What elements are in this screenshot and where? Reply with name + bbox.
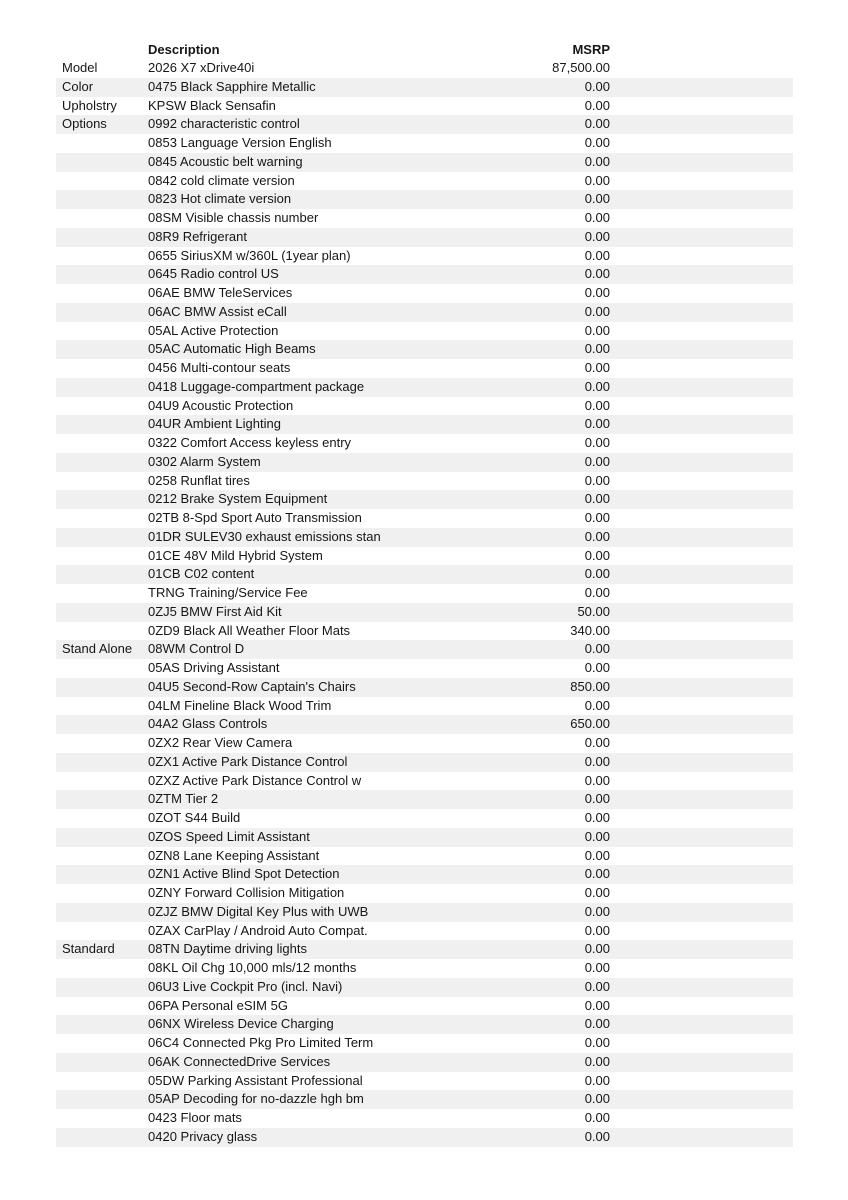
row-category-label (56, 190, 148, 209)
table-row (56, 1053, 793, 1072)
row-description: TRNG Training/Service Fee (148, 585, 308, 600)
row-description: 0ZTM Tier 2 (148, 791, 219, 807)
row-category-label (56, 978, 148, 997)
row-category-label (56, 922, 148, 941)
row-description: 0212 Brake System Equipment (148, 491, 328, 507)
row-description: 0302 Alarm System (148, 453, 261, 469)
row-description: 05AL Active Protection (148, 322, 279, 338)
row-msrp-value: 0.00 (584, 510, 610, 525)
row-trailing-space (610, 603, 793, 622)
row-description: 0842 cold climate version (148, 172, 295, 188)
row-msrp-value: 0.00 (584, 116, 610, 132)
row-description: 0322 Comfort Access keyless entry (148, 435, 352, 450)
table-row (56, 528, 793, 547)
row-category-label: Stand Alone (62, 641, 133, 657)
row-msrp-value: 0.00 (584, 135, 610, 150)
row-category-label (56, 903, 148, 922)
row-msrp-value: 0.00 (584, 191, 610, 207)
row-trailing-space (610, 153, 793, 172)
row-msrp-value: 0.00 (584, 247, 610, 263)
table-row (56, 359, 793, 378)
table-row (56, 678, 793, 697)
row-trailing-space (610, 584, 793, 603)
table-row (56, 884, 793, 903)
row-category-label (56, 697, 148, 716)
table-row (56, 1128, 793, 1147)
table-row (56, 847, 793, 866)
row-msrp-value: 0.00 (584, 960, 610, 975)
row-description: 0258 Runflat tires (148, 472, 250, 488)
row-category-label (56, 415, 148, 434)
row-msrp-value: 0.00 (584, 453, 610, 469)
row-msrp-value: 0.00 (584, 997, 610, 1013)
row-description: 0423 Floor mats (148, 1110, 242, 1125)
vehicle-options-table (56, 40, 793, 1147)
row-trailing-space (610, 753, 793, 772)
row-description: 0418 Luggage-compartment package (148, 378, 365, 394)
row-description: 0ZD9 Black All Weather Floor Mats (148, 622, 351, 638)
row-description: 06PA Personal eSIM 5G (148, 997, 288, 1013)
row-category-label (56, 134, 148, 153)
row-msrp-value: 850.00 (570, 678, 610, 694)
table-row (56, 978, 793, 997)
row-category-label (56, 753, 148, 772)
row-msrp-value: 0.00 (584, 210, 610, 225)
row-description: 0853 Language Version English (148, 135, 332, 150)
row-msrp-value: 0.00 (584, 97, 610, 113)
row-msrp-value: 0.00 (584, 341, 610, 357)
row-trailing-space (610, 322, 793, 341)
row-trailing-space (610, 1015, 793, 1034)
row-trailing-space (610, 509, 793, 528)
row-category-label (56, 490, 148, 509)
row-msrp-value: 0.00 (584, 303, 610, 319)
row-category-label (56, 1053, 148, 1072)
row-category-label (56, 1128, 148, 1147)
row-description: 08SM Visible chassis number (148, 210, 319, 225)
row-category-label (56, 678, 148, 697)
row-trailing-space (610, 959, 793, 978)
row-category-label: Upholstry (62, 97, 117, 113)
row-trailing-space (610, 903, 793, 922)
row-trailing-space (610, 59, 793, 78)
table-row (56, 659, 793, 678)
row-trailing-space (610, 565, 793, 584)
row-trailing-space (610, 528, 793, 547)
row-trailing-space (610, 172, 793, 191)
row-category-label (56, 378, 148, 397)
table-row (56, 303, 793, 322)
row-description: 05AS Driving Assistant (148, 660, 280, 675)
row-trailing-space (610, 1034, 793, 1053)
row-category-label (56, 528, 148, 547)
row-trailing-space (610, 640, 793, 659)
table-row (56, 603, 793, 622)
row-msrp-value: 0.00 (584, 266, 610, 282)
row-msrp-value: 0.00 (584, 547, 610, 563)
header-trailing-space (610, 40, 793, 59)
table-row (56, 59, 793, 78)
row-msrp-value: 0.00 (584, 397, 610, 413)
row-description: KPSW Black Sensafin (148, 97, 276, 113)
row-trailing-space (610, 922, 793, 941)
row-description: 0ZOS Speed Limit Assistant (148, 828, 310, 844)
table-row (56, 172, 793, 191)
row-msrp-value: 0.00 (584, 228, 610, 244)
row-msrp-value: 0.00 (584, 791, 610, 807)
row-category-label (56, 322, 148, 341)
row-trailing-space (610, 790, 793, 809)
row-trailing-space (610, 884, 793, 903)
row-category-label (56, 622, 148, 641)
table-row (56, 865, 793, 884)
row-trailing-space (610, 715, 793, 734)
row-trailing-space (610, 997, 793, 1016)
row-description: 08R9 Refrigerant (148, 228, 247, 244)
table-row (56, 753, 793, 772)
row-trailing-space (610, 397, 793, 416)
row-description: 05DW Parking Assistant Professional (148, 1072, 363, 1088)
row-description: 06AK ConnectedDrive Services (148, 1053, 331, 1069)
row-category-label (56, 265, 148, 284)
table-row (56, 903, 793, 922)
row-trailing-space (610, 434, 793, 453)
row-trailing-space (610, 547, 793, 566)
table-row (56, 265, 793, 284)
row-trailing-space (610, 659, 793, 678)
row-trailing-space (610, 134, 793, 153)
row-category-label (56, 847, 148, 866)
row-msrp-value: 0.00 (584, 566, 610, 582)
row-category-label: Color (62, 78, 94, 94)
row-msrp-value: 0.00 (584, 360, 610, 375)
row-category-label (56, 1109, 148, 1128)
row-msrp-value: 0.00 (584, 828, 610, 844)
row-description: 0823 Hot climate version (148, 191, 292, 207)
row-description: 0992 characteristic control (148, 116, 300, 132)
row-msrp-value: 0.00 (584, 153, 610, 169)
row-trailing-space (610, 453, 793, 472)
row-trailing-space (610, 97, 793, 116)
row-msrp-value: 0.00 (584, 660, 610, 675)
row-description: 0845 Acoustic belt warning (148, 153, 303, 169)
row-description: 04U5 Second-Row Captain's Chairs (148, 678, 356, 694)
table-row (56, 509, 793, 528)
row-msrp-value: 0.00 (584, 903, 610, 919)
row-description: 06U3 Live Cockpit Pro (incl. Navi) (148, 978, 343, 994)
row-description: 08TN Daytime driving lights (148, 941, 307, 957)
row-trailing-space (610, 415, 793, 434)
row-category-label (56, 1090, 148, 1109)
table-row (56, 284, 793, 303)
table-row (56, 715, 793, 734)
row-category-label (56, 884, 148, 903)
table-row (56, 340, 793, 359)
row-description: 0ZJ5 BMW First Aid Kit (148, 603, 282, 619)
row-msrp-value: 0.00 (584, 416, 610, 432)
row-msrp-value: 340.00 (570, 622, 610, 638)
row-trailing-space (610, 247, 793, 266)
row-trailing-space (610, 1109, 793, 1128)
table-row (56, 434, 793, 453)
row-description: 0ZN8 Lane Keeping Assistant (148, 847, 320, 863)
row-description: 08WM Control D (148, 641, 245, 657)
row-description: 0ZAX CarPlay / Android Auto Compat. (148, 922, 368, 938)
row-category-label (56, 340, 148, 359)
row-category-label (56, 228, 148, 247)
row-description: 0ZN1 Active Blind Spot Detection (148, 866, 340, 882)
row-category-label (56, 790, 148, 809)
row-category-label (56, 303, 148, 322)
table-row (56, 247, 793, 266)
row-description: 01DR SULEV30 exhaust emissions stan (148, 528, 381, 544)
row-description: 0ZXZ Active Park Distance Control w (148, 772, 362, 788)
row-description: 04U9 Acoustic Protection (148, 397, 294, 413)
description-column-header: Description (148, 42, 220, 57)
row-category-label (56, 659, 148, 678)
row-msrp-value: 0.00 (584, 735, 610, 750)
row-msrp-value: 0.00 (584, 641, 610, 657)
row-msrp-value: 0.00 (584, 697, 610, 713)
row-category-label (56, 865, 148, 884)
row-msrp-value: 0.00 (584, 941, 610, 957)
row-description: 04LM Fineline Black Wood Trim (148, 697, 332, 713)
row-category-label (56, 284, 148, 303)
row-msrp-value: 0.00 (584, 1128, 610, 1144)
table-row (56, 397, 793, 416)
row-description: 0655 SiriusXM w/360L (1year plan) (148, 247, 351, 263)
row-description: 05AC Automatic High Beams (148, 341, 316, 357)
row-trailing-space (610, 1128, 793, 1147)
row-trailing-space (610, 865, 793, 884)
table-body (56, 59, 793, 1147)
row-msrp-value: 0.00 (584, 885, 610, 900)
row-description: 0420 Privacy glass (148, 1128, 258, 1144)
row-trailing-space (610, 622, 793, 641)
row-category-label (56, 809, 148, 828)
row-description: 0ZX1 Active Park Distance Control (148, 753, 348, 769)
row-trailing-space (610, 303, 793, 322)
row-msrp-value: 0.00 (584, 472, 610, 488)
row-msrp-value: 0.00 (584, 922, 610, 938)
row-description: 06AC BMW Assist eCall (148, 303, 287, 319)
row-category-label (56, 172, 148, 191)
row-category-label: Standard (62, 941, 115, 957)
table-row (56, 997, 793, 1016)
row-msrp-value: 0.00 (584, 435, 610, 450)
row-description: 04UR Ambient Lighting (148, 416, 281, 432)
row-trailing-space (610, 1090, 793, 1109)
table-row (56, 922, 793, 941)
row-msrp-value: 0.00 (584, 810, 610, 825)
row-category-label (56, 959, 148, 978)
table-row (56, 1072, 793, 1091)
row-msrp-value: 87,500.00 (552, 60, 610, 75)
row-msrp-value: 0.00 (584, 528, 610, 544)
row-msrp-value: 0.00 (584, 378, 610, 394)
row-msrp-value: 0.00 (584, 1091, 610, 1107)
row-description: 2026 X7 xDrive40i (148, 60, 255, 75)
row-category-label (56, 1034, 148, 1053)
table-row (56, 378, 793, 397)
row-msrp-value: 0.00 (584, 285, 610, 300)
table-row (56, 1034, 793, 1053)
row-category-label: Model (62, 60, 98, 75)
table-row (56, 697, 793, 716)
row-msrp-value: 0.00 (584, 753, 610, 769)
row-trailing-space (610, 697, 793, 716)
row-msrp-value: 0.00 (584, 1110, 610, 1125)
row-category-label (56, 359, 148, 378)
row-category-label (56, 209, 148, 228)
row-description: 06C4 Connected Pkg Pro Limited Term (148, 1035, 374, 1050)
table-row (56, 134, 793, 153)
table-row (56, 809, 793, 828)
table-row (56, 228, 793, 247)
table-row (56, 734, 793, 753)
row-description: 02TB 8-Spd Sport Auto Transmission (148, 510, 362, 525)
row-category-label (56, 584, 148, 603)
table-row (56, 322, 793, 341)
row-msrp-value: 0.00 (584, 847, 610, 863)
table-row (56, 828, 793, 847)
row-category-label (56, 453, 148, 472)
row-category-label (56, 153, 148, 172)
row-trailing-space (610, 678, 793, 697)
table-row (56, 97, 793, 116)
row-category-label (56, 734, 148, 753)
table-row (56, 790, 793, 809)
row-msrp-value: 650.00 (570, 716, 610, 732)
row-trailing-space (610, 115, 793, 134)
table-row (56, 940, 793, 959)
row-description: 08KL Oil Chg 10,000 mls/12 months (148, 960, 357, 975)
row-description: 0ZJZ BMW Digital Key Plus with UWB (148, 903, 369, 919)
table-row (56, 1015, 793, 1034)
row-trailing-space (610, 828, 793, 847)
row-category-label (56, 715, 148, 734)
row-trailing-space (610, 772, 793, 791)
row-trailing-space (610, 472, 793, 491)
row-msrp-value: 0.00 (584, 1035, 610, 1050)
row-category-label (56, 603, 148, 622)
table-row (56, 565, 793, 584)
table-row (56, 209, 793, 228)
row-description: 06AE BMW TeleServices (148, 285, 293, 300)
table-row (56, 772, 793, 791)
table-header-row (56, 40, 793, 59)
row-msrp-value: 0.00 (584, 1016, 610, 1032)
row-trailing-space (610, 847, 793, 866)
row-msrp-value: 0.00 (584, 866, 610, 882)
row-msrp-value: 0.00 (584, 772, 610, 788)
row-description: 06NX Wireless Device Charging (148, 1016, 334, 1032)
row-trailing-space (610, 490, 793, 509)
row-trailing-space (610, 1072, 793, 1091)
table-row (56, 472, 793, 491)
row-trailing-space (610, 978, 793, 997)
row-description: 0ZOT S44 Build (148, 810, 241, 825)
row-description: 01CB C02 content (148, 566, 255, 582)
row-msrp-value: 0.00 (584, 491, 610, 507)
msrp-column-header: MSRP (572, 42, 610, 57)
row-trailing-space (610, 340, 793, 359)
row-trailing-space (610, 78, 793, 97)
table-row (56, 584, 793, 603)
row-description: 01CE 48V Mild Hybrid System (148, 547, 323, 563)
table-row (56, 78, 793, 97)
row-msrp-value: 0.00 (584, 1053, 610, 1069)
row-category-label: Options (62, 116, 107, 132)
row-category-label (56, 247, 148, 266)
row-trailing-space (610, 940, 793, 959)
row-trailing-space (610, 809, 793, 828)
row-msrp-value: 0.00 (584, 585, 610, 600)
row-category-label (56, 565, 148, 584)
table-row (56, 453, 793, 472)
row-trailing-space (610, 734, 793, 753)
row-trailing-space (610, 228, 793, 247)
row-category-label (56, 472, 148, 491)
table-row (56, 547, 793, 566)
table-row (56, 490, 793, 509)
row-category-label (56, 1015, 148, 1034)
table-row (56, 153, 793, 172)
row-category-label (56, 397, 148, 416)
table-row (56, 190, 793, 209)
row-trailing-space (610, 378, 793, 397)
row-trailing-space (610, 209, 793, 228)
row-trailing-space (610, 265, 793, 284)
row-msrp-value: 0.00 (584, 322, 610, 338)
table-row (56, 115, 793, 134)
row-description: 0456 Multi-contour seats (148, 360, 291, 375)
row-category-label (56, 772, 148, 791)
row-trailing-space (610, 190, 793, 209)
table-row (56, 622, 793, 641)
row-description: 04A2 Glass Controls (148, 716, 268, 732)
row-trailing-space (610, 359, 793, 378)
row-description: 0ZNY Forward Collision Mitigation (148, 885, 345, 900)
row-category-label (56, 547, 148, 566)
row-msrp-value: 0.00 (584, 1072, 610, 1088)
row-category-label (56, 1072, 148, 1091)
row-description: 05AP Decoding for no-dazzle hgh bm (148, 1091, 364, 1107)
row-trailing-space (610, 284, 793, 303)
table-row (56, 1109, 793, 1128)
row-description: 0ZX2 Rear View Camera (148, 735, 293, 750)
row-msrp-value: 0.00 (584, 978, 610, 994)
row-msrp-value: 0.00 (584, 78, 610, 94)
table-row (56, 640, 793, 659)
table-row (56, 415, 793, 434)
row-description: 0645 Radio control US (148, 266, 279, 282)
table-row (56, 1090, 793, 1109)
row-trailing-space (610, 1053, 793, 1072)
row-category-label (56, 434, 148, 453)
row-category-label (56, 509, 148, 528)
row-category-label (56, 828, 148, 847)
row-msrp-value: 0.00 (584, 172, 610, 188)
category-column-header (56, 40, 148, 59)
table-row (56, 959, 793, 978)
row-msrp-value: 50.00 (577, 603, 610, 619)
row-category-label (56, 997, 148, 1016)
row-description: 0475 Black Sapphire Metallic (148, 78, 316, 94)
